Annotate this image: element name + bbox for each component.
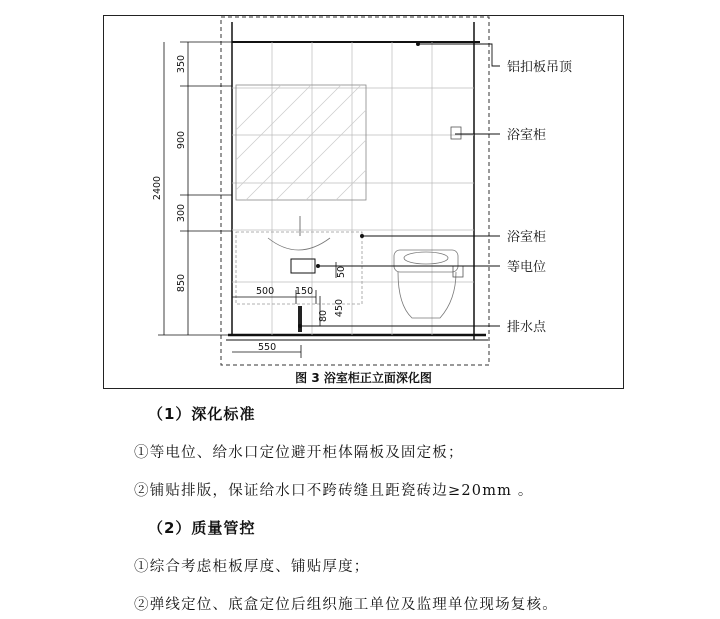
- dim-500: 500: [256, 286, 275, 297]
- callout-ceiling: 铝扣板吊顶: [507, 60, 573, 75]
- dashed-boundary: [221, 17, 489, 365]
- callout-leaders: [300, 44, 500, 326]
- drain-pipe: [298, 306, 302, 332]
- section-heading-standards: （1）深化标准: [148, 405, 256, 423]
- dim-150: 150: [295, 286, 314, 297]
- callout-vanity-cabinet: 浴室柜: [507, 230, 547, 245]
- standards-item-1: ①等电位、给水口定位避开柜体隔板及固定板；: [134, 445, 464, 461]
- dim-300: 300: [176, 203, 187, 223]
- quality-item-1: ①综合考虑柜板厚度、铺贴厚度；: [134, 559, 370, 575]
- callout-mirror-cabinet: 浴室柜: [507, 128, 547, 143]
- section-heading-quality: （2）质量管控: [148, 519, 256, 537]
- dim-2400: 2400: [152, 175, 163, 201]
- dim-900: 900: [176, 130, 187, 150]
- callout-drain-point: 排水点: [507, 320, 547, 335]
- callout-equipotential: 等电位: [507, 260, 547, 275]
- dim-80: 80: [318, 309, 329, 323]
- figure-caption: 图 3 浴室柜正立面深化图: [295, 371, 432, 385]
- dim-50: 50: [336, 265, 347, 279]
- toilet: [394, 250, 458, 318]
- dim-350: 350: [176, 54, 187, 74]
- quality-item-2: ②弹线定位、底盒定位后组织施工单位及监理单位现场复核。: [134, 597, 558, 613]
- dim-450: 450: [334, 298, 345, 318]
- equipotential-box: [291, 259, 315, 273]
- dim-550: 550: [258, 342, 277, 353]
- dim-850: 850: [176, 273, 187, 293]
- socket-upper: [451, 127, 461, 139]
- basin-outline: [268, 238, 330, 250]
- standards-item-2: ②铺贴排版，保证给水口不跨砖缝且距瓷砖边≥20mm 。: [134, 483, 534, 499]
